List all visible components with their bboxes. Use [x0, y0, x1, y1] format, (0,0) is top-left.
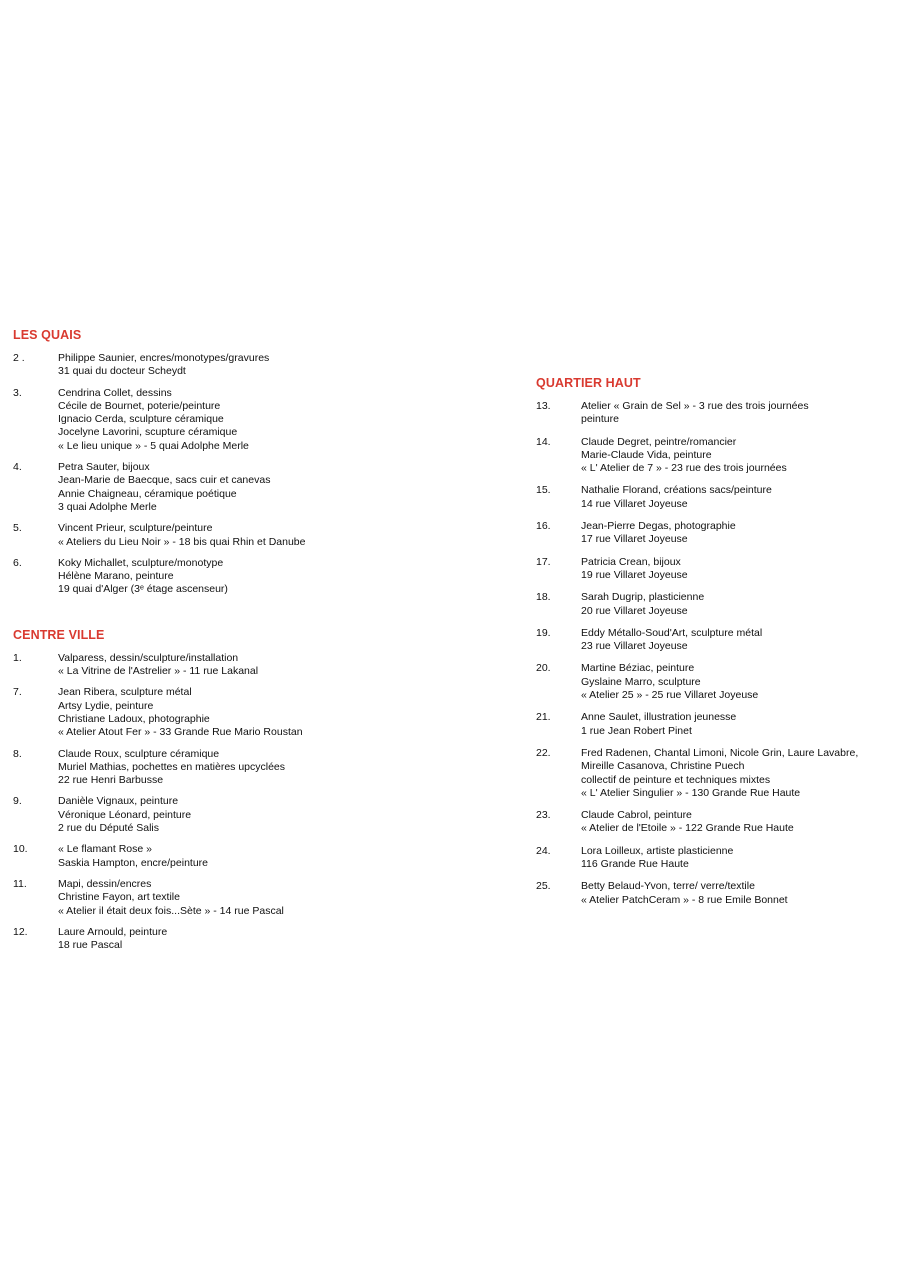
entry-line: « Atelier Atout Fer » - 33 Grande Rue Mario Roustan: [58, 726, 303, 739]
entry-number: 4.: [13, 461, 22, 474]
entry-line: Claude Roux, sculpture céramique: [58, 747, 220, 760]
entry-line: « Le flamant Rose »: [58, 843, 152, 856]
entry-line: Atelier « Grain de Sel » - 3 rue des trois journées: [581, 400, 809, 412]
entry-number: 8.: [13, 747, 22, 760]
entry-line: Lora Loilleux, artiste plasticienne: [581, 844, 734, 857]
entry-line: Artsy Lydie, peinture: [58, 699, 154, 712]
list-item: [536, 662, 896, 702]
section: [536, 375, 896, 907]
entry-text: [581, 520, 736, 547]
list-item: [13, 352, 433, 379]
entry-text: [58, 878, 284, 918]
entry-text: [581, 436, 787, 476]
entry-text: [581, 809, 794, 836]
entry-number: 13.: [536, 400, 551, 412]
entry-line: Claude Degret, peintre/romancier: [581, 435, 737, 448]
entry-number: 9.: [13, 795, 22, 808]
entry-text: [581, 484, 772, 511]
entry-line: Ignacio Cerda, sculpture céramique: [58, 413, 224, 426]
entry-text: [581, 627, 762, 654]
list-item: [13, 878, 433, 918]
entry-line: collectif de peinture et techniques mixtes: [581, 773, 771, 786]
entry-line: Petra Sauter, bijoux: [58, 461, 150, 474]
left-column: [13, 327, 433, 960]
entry-number: 5.: [13, 522, 22, 535]
section: [13, 327, 433, 597]
entry-text: [58, 748, 285, 788]
list-item: [536, 484, 896, 511]
entry-line: Mireille Casanova, Christine Puech: [581, 760, 745, 773]
entry-line: Cécile de Bournet, poterie/peinture: [58, 399, 221, 412]
section: [13, 627, 433, 953]
entry-line: Patricia Crean, bijoux: [581, 555, 681, 568]
entry-line: 2 rue du Député Salis: [58, 822, 159, 835]
entry-text: [581, 711, 736, 738]
entry-number: 20.: [536, 662, 551, 675]
entry-line: 116 Grande Rue Haute: [581, 858, 689, 871]
entry-text: [58, 843, 208, 870]
entry-line: Koky Michallet, sculpture/monotype: [58, 556, 224, 569]
entry-line: 23 rue Villaret Joyeuse: [581, 640, 688, 653]
entry-text: [581, 400, 809, 427]
entry-line: « La Vitrine de l'Astrelier » - 11 rue Lakanal: [58, 665, 259, 678]
entry-line: « Le lieu unique » - 5 quai Adolphe Merle: [58, 439, 249, 452]
entry-line: Saskia Hampton, encre/peinture: [58, 856, 208, 869]
entry-number: 25.: [536, 880, 551, 893]
entry-line: 22 rue Henri Barbusse: [58, 774, 164, 787]
entry-number: 10.: [13, 843, 28, 856]
entry-line: Martine Béziac, peinture: [581, 662, 695, 675]
entry-line: Annie Chaigneau, céramique poétique: [58, 487, 237, 500]
list-item: [13, 686, 433, 739]
entry-line: Claude Cabrol, peinture: [581, 809, 692, 822]
list-item: [13, 557, 433, 597]
entry-line: Muriel Mathias, pochettes en matières upcyclées: [58, 760, 286, 773]
list-item: [536, 845, 896, 872]
list-item: [536, 627, 896, 654]
list-item: [536, 711, 896, 738]
list-item: [536, 520, 896, 547]
entry-number: 24.: [536, 844, 551, 857]
entry-number: 18.: [536, 591, 551, 604]
entry-number: 21.: [536, 711, 551, 724]
entry-text: [581, 845, 733, 872]
entry-number: 16.: [536, 520, 551, 533]
entry-line: 19 rue Villaret Joyeuse: [581, 568, 688, 581]
entry-text: [58, 795, 191, 835]
entry-line: Marie-Claude Vida, peinture: [581, 448, 712, 461]
entry-line: Laure Arnould, peinture: [58, 925, 168, 938]
entry-number: 22.: [536, 746, 551, 759]
entry-text: [58, 461, 270, 514]
entry-line: 20 rue Villaret Joyeuse: [581, 604, 688, 617]
entry-number: 6.: [13, 556, 22, 569]
entry-number: 15.: [536, 484, 551, 497]
entry-number: 23.: [536, 809, 551, 822]
entry-text: [581, 556, 688, 583]
entry-text: [58, 387, 249, 453]
entry-line: Christiane Ladoux, photographie: [58, 712, 210, 725]
entry-text: [58, 926, 167, 953]
list-item: [536, 809, 896, 836]
list-item: [13, 795, 433, 835]
entry-text: [58, 557, 228, 597]
entry-line: Hélène Marano, peinture: [58, 570, 174, 583]
entry-line: 18 rue Pascal: [58, 939, 123, 952]
list-item: [536, 400, 896, 427]
entry-line: 19 quai d'Alger (3ᵉ étage ascenseur): [58, 583, 228, 596]
entry-text: [581, 662, 758, 702]
entry-line: Anne Saulet, illustration jeunesse: [581, 711, 737, 724]
entry-line: « Atelier il était deux fois...Sète » - 14 rue Pascal: [58, 904, 284, 917]
entry-text: [58, 352, 269, 379]
entry-text: [58, 652, 258, 679]
entry-line: Véronique Léonard, peinture: [58, 808, 192, 821]
section-title: LES QUAIS: [13, 328, 82, 342]
entry-number: 1.: [13, 651, 22, 664]
list-item: [13, 387, 433, 453]
entry-line: Jocelyne Lavorini, scupture céramique: [58, 426, 238, 439]
entry-line: Philippe Saunier, encres/monotypes/gravures: [58, 352, 270, 364]
entry-text: [581, 880, 788, 907]
entry-number: 7.: [13, 686, 22, 699]
entry-line: Gyslaine Marro, sculpture: [581, 675, 701, 688]
entry-text: [581, 747, 858, 800]
list-item: [13, 461, 433, 514]
entry-line: Jean-Pierre Degas, photographie: [581, 520, 736, 533]
entry-number: 2 .: [13, 352, 25, 364]
right-column: [536, 375, 896, 916]
entry-line: 17 rue Villaret Joyeuse: [581, 533, 688, 546]
entry-line: « Ateliers du Lieu Noir » - 18 bis quai Rhin et Danube: [58, 535, 306, 548]
entry-line: Vincent Prieur, sculpture/peinture: [58, 522, 213, 535]
entry-line: « L' Atelier de 7 » - 23 rue des trois journées: [581, 462, 787, 475]
entry-line: Jean Ribera, sculpture métal: [58, 686, 192, 699]
entry-line: « Atelier PatchCeram » - 8 rue Emile Bonnet: [581, 893, 788, 906]
entry-line: Mapi, dessin/encres: [58, 877, 152, 890]
entry-line: Christine Fayon, art textile: [58, 891, 180, 904]
entry-number: 12.: [13, 925, 28, 938]
list-item: [536, 747, 896, 800]
entry-line: 31 quai du docteur Scheydt: [58, 365, 186, 378]
section-title: QUARTIER HAUT: [536, 376, 641, 390]
entry-line: Cendrina Collet, dessins: [58, 386, 172, 399]
entry-line: 1 rue Jean Robert Pinet: [581, 724, 692, 737]
entry-line: Valparess, dessin/sculpture/installation: [58, 651, 239, 664]
entry-text: [581, 591, 704, 618]
entry-line: « L' Atelier Singulier » - 130 Grande Rue Haute: [581, 786, 801, 799]
entry-text: [58, 686, 303, 739]
entry-line: Sarah Dugrip, plasticienne: [581, 591, 705, 604]
list-item: [536, 591, 896, 618]
entry-line: Nathalie Florand, créations sacs/peinture: [581, 484, 772, 497]
entry-number: 17.: [536, 555, 551, 568]
section-title: CENTRE VILLE: [13, 627, 105, 642]
entry-number: 14.: [536, 435, 551, 448]
entry-line: Jean-Marie de Baecque, sacs cuir et canevas: [58, 474, 271, 487]
entry-line: 14 rue Villaret Joyeuse: [581, 497, 688, 510]
list-item: [536, 556, 896, 583]
entry-line: Betty Belaud-Yvon, terre/ verre/textile: [581, 880, 755, 893]
entry-line: « Atelier de l'Etoile » - 122 Grande Rue Haute: [581, 822, 794, 835]
list-item: [13, 748, 433, 788]
entry-line: Eddy Métallo-Soud'Art, sculpture métal: [581, 626, 763, 639]
entry-number: 3.: [13, 386, 22, 399]
list-item: [13, 652, 433, 679]
list-item: [13, 926, 433, 953]
entry-line: peinture: [581, 413, 619, 426]
entry-line: Fred Radenen, Chantal Limoni, Nicole Grin, Laure Lavabre,: [581, 746, 859, 759]
entry-text: [58, 522, 305, 549]
list-item: [13, 843, 433, 870]
entry-line: Danièle Vignaux, peinture: [58, 795, 179, 808]
entry-line: « Atelier 25 » - 25 rue Villaret Joyeuse: [581, 689, 759, 702]
list-item: [13, 522, 433, 549]
entry-number: 11.: [13, 877, 27, 890]
list-item: [536, 436, 896, 476]
list-item: [536, 880, 896, 907]
entry-number: 19.: [536, 626, 551, 639]
entry-line: 3 quai Adolphe Merle: [58, 500, 157, 513]
